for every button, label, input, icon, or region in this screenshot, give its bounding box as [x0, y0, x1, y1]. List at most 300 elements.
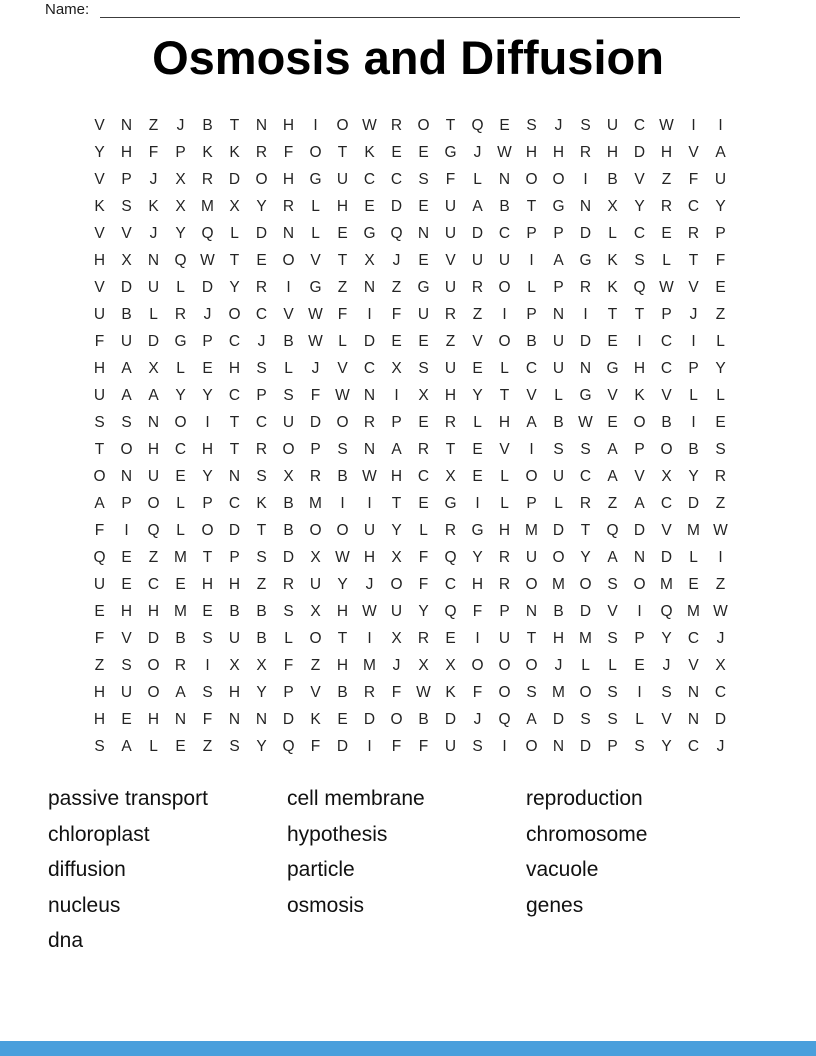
grid-letter: M	[174, 548, 187, 566]
grid-letter: C	[147, 575, 160, 593]
grid-letter: L	[149, 305, 158, 323]
grid-letter: Q	[660, 602, 673, 620]
grid-letter: L	[473, 413, 482, 431]
grid-letter: O	[282, 251, 295, 269]
grid-letter: B	[229, 602, 240, 620]
grid-letter: L	[689, 386, 698, 404]
grid-letter: C	[498, 224, 511, 242]
grid-letter: Y	[580, 548, 591, 566]
grid-letter: F	[715, 251, 726, 269]
grid-letter: Z	[661, 170, 672, 188]
grid-letter: H	[525, 143, 538, 161]
grid-letter: X	[391, 629, 402, 647]
grid-letter: F	[94, 332, 105, 350]
grid-letter: S	[526, 683, 537, 701]
grid-letter: N	[228, 710, 241, 728]
grid-letter: E	[391, 143, 402, 161]
grid-letter: C	[444, 575, 457, 593]
grid-letter: L	[608, 224, 617, 242]
grid-letter: N	[120, 467, 133, 485]
grid-letter: L	[554, 386, 563, 404]
grid-letter: S	[256, 359, 267, 377]
grid-letter: U	[147, 278, 160, 296]
grid-letter: I	[637, 332, 642, 350]
grid-letter: D	[687, 494, 700, 512]
grid-letter: T	[526, 629, 537, 647]
grid-letter: K	[310, 710, 321, 728]
grid-letter: V	[661, 386, 672, 404]
grid-letter: B	[283, 521, 294, 539]
grid-letter: W	[362, 116, 377, 134]
grid-letter: S	[553, 440, 564, 458]
grid-letter: O	[525, 170, 538, 188]
grid-letter: L	[311, 224, 320, 242]
grid-letter: H	[282, 170, 295, 188]
word-list-item: particle	[287, 858, 355, 882]
grid-letter: J	[689, 305, 698, 323]
word-list-column	[526, 781, 647, 923]
grid-letter: X	[715, 656, 726, 674]
grid-letter: V	[607, 602, 618, 620]
grid-letter: U	[498, 629, 511, 647]
grid-letter: U	[552, 467, 565, 485]
grid-letter: T	[526, 197, 537, 215]
grid-letter: D	[120, 278, 133, 296]
grid-letter: D	[363, 710, 376, 728]
grid-letter: S	[580, 116, 591, 134]
grid-letter: X	[229, 656, 240, 674]
grid-letter: V	[94, 170, 105, 188]
grid-letter: U	[93, 575, 106, 593]
grid-letter: O	[552, 170, 565, 188]
grid-letter: I	[475, 494, 480, 512]
grid-letter: F	[310, 386, 321, 404]
grid-letter: V	[310, 251, 321, 269]
grid-letter: R	[579, 494, 592, 512]
grid-letter: R	[660, 197, 673, 215]
grid-letter: E	[175, 575, 186, 593]
grid-letter: P	[202, 332, 213, 350]
grid-letter: N	[687, 683, 700, 701]
grid-letter: K	[445, 683, 456, 701]
grid-letter: E	[499, 116, 510, 134]
grid-letter: M	[552, 575, 565, 593]
grid-letter: P	[310, 440, 321, 458]
grid-letter: I	[529, 440, 534, 458]
grid-letter: O	[417, 116, 430, 134]
grid-letter: C	[525, 359, 538, 377]
grid-letter: E	[472, 467, 483, 485]
word-list-item: cell membrane	[287, 787, 425, 810]
grid-letter: W	[335, 548, 350, 566]
word-list-item: vacuole	[526, 858, 599, 882]
grid-letter: C	[660, 332, 673, 350]
grid-letter: I	[367, 305, 372, 323]
grid-letter: M	[309, 494, 322, 512]
grid-letter: I	[502, 305, 507, 323]
grid-letter: C	[228, 494, 241, 512]
grid-letter: P	[229, 548, 240, 566]
grid-letter: V	[283, 305, 294, 323]
grid-letter: S	[337, 440, 348, 458]
grid-letter: M	[363, 656, 376, 674]
grid-letter: I	[394, 386, 399, 404]
grid-letter: X	[391, 359, 402, 377]
grid-letter: S	[607, 629, 618, 647]
grid-letter: W	[659, 278, 674, 296]
grid-letter: H	[336, 602, 349, 620]
grid-letter: P	[688, 359, 699, 377]
grid-letter: E	[256, 251, 267, 269]
grid-letter: H	[336, 656, 349, 674]
grid-letter: G	[417, 278, 430, 296]
grid-letter: B	[688, 440, 699, 458]
grid-letter: O	[525, 737, 538, 755]
grid-letter: D	[471, 224, 484, 242]
grid-letter: H	[120, 602, 133, 620]
grid-letter: O	[498, 656, 511, 674]
grid-letter: J	[662, 656, 671, 674]
grid-letter: C	[633, 116, 646, 134]
grid-letter: R	[687, 224, 700, 242]
grid-letter: F	[391, 305, 402, 323]
grid-letter: V	[94, 278, 105, 296]
grid-letter: G	[606, 359, 619, 377]
grid-letter: K	[364, 143, 375, 161]
grid-letter: S	[607, 575, 618, 593]
grid-letter: Q	[444, 548, 457, 566]
grid-letter: I	[205, 413, 210, 431]
grid-letter: W	[362, 602, 377, 620]
grid-letter: D	[228, 170, 241, 188]
grid-letter: J	[473, 143, 482, 161]
grid-letter: Q	[498, 710, 511, 728]
grid-letter: H	[147, 710, 160, 728]
grid-letter: U	[93, 386, 106, 404]
grid-letter: S	[607, 683, 618, 701]
grid-letter: L	[689, 548, 698, 566]
grid-letter: G	[444, 494, 457, 512]
grid-letter: B	[256, 602, 267, 620]
grid-letter: A	[607, 440, 618, 458]
grid-letter: B	[337, 467, 348, 485]
grid-letter: C	[363, 359, 376, 377]
grid-letter: Q	[282, 737, 295, 755]
grid-letter: U	[363, 521, 376, 539]
grid-letter: N	[120, 116, 133, 134]
grid-letter: Y	[202, 386, 213, 404]
grid-letter: P	[526, 494, 537, 512]
grid-letter: C	[687, 629, 700, 647]
grid-letter: O	[309, 143, 322, 161]
word-search-grid	[86, 112, 734, 760]
grid-letter: S	[256, 548, 267, 566]
grid-letter: Y	[688, 467, 699, 485]
grid-letter: T	[688, 251, 699, 269]
grid-letter: O	[93, 467, 106, 485]
grid-letter: Z	[337, 278, 348, 296]
grid-letter: I	[205, 656, 210, 674]
grid-letter: B	[499, 197, 510, 215]
grid-letter: G	[444, 143, 457, 161]
grid-letter: P	[526, 224, 537, 242]
grid-letter: L	[338, 332, 347, 350]
grid-letter: N	[282, 224, 295, 242]
grid-letter: L	[500, 494, 509, 512]
grid-letter: A	[526, 710, 537, 728]
grid-letter: A	[607, 467, 618, 485]
grid-letter: L	[527, 278, 536, 296]
grid-letter: A	[121, 737, 132, 755]
grid-letter: V	[526, 386, 537, 404]
grid-letter: Y	[715, 197, 726, 215]
grid-letter: U	[120, 683, 133, 701]
grid-letter: J	[716, 629, 725, 647]
grid-letter: U	[714, 170, 727, 188]
grid-letter: F	[94, 629, 105, 647]
grid-letter: O	[390, 710, 403, 728]
grid-letter: H	[552, 629, 565, 647]
grid-letter: G	[471, 521, 484, 539]
grid-letter: H	[120, 143, 133, 161]
grid-letter: X	[310, 548, 321, 566]
grid-letter: W	[308, 332, 323, 350]
grid-letter: U	[309, 575, 322, 593]
grid-letter: E	[391, 332, 402, 350]
grid-letter: H	[336, 197, 349, 215]
grid-letter: J	[473, 710, 482, 728]
grid-letter: Y	[337, 575, 348, 593]
grid-letter: U	[444, 278, 457, 296]
grid-letter: K	[94, 197, 105, 215]
grid-letter: B	[283, 332, 294, 350]
grid-letter: P	[553, 278, 564, 296]
grid-letter: L	[176, 494, 185, 512]
grid-letter: N	[255, 710, 268, 728]
grid-letter: V	[310, 683, 321, 701]
grid-letter: L	[716, 386, 725, 404]
grid-letter: R	[444, 413, 457, 431]
grid-letter: Y	[472, 386, 483, 404]
grid-letter: P	[553, 224, 564, 242]
grid-letter: E	[418, 251, 429, 269]
grid-letter: F	[148, 143, 159, 161]
grid-letter: J	[554, 656, 563, 674]
grid-letter: U	[606, 116, 619, 134]
grid-letter: D	[255, 224, 268, 242]
grid-letter: O	[309, 629, 322, 647]
grid-letter: I	[718, 116, 723, 134]
grid-letter: U	[93, 305, 106, 323]
grid-letter: I	[583, 305, 588, 323]
grid-letter: K	[634, 386, 645, 404]
grid-letter: I	[475, 629, 480, 647]
grid-letter: Y	[175, 224, 186, 242]
grid-letter: C	[714, 683, 727, 701]
grid-letter: O	[255, 170, 268, 188]
grid-letter: I	[691, 116, 696, 134]
grid-letter: C	[660, 494, 673, 512]
grid-letter: T	[337, 251, 348, 269]
grid-letter: D	[552, 521, 565, 539]
grid-letter: O	[336, 116, 349, 134]
grid-letter: X	[283, 467, 294, 485]
grid-letter: L	[176, 359, 185, 377]
grid-letter: O	[525, 467, 538, 485]
grid-letter: I	[637, 683, 642, 701]
grid-letter: X	[310, 602, 321, 620]
word-list-column	[287, 781, 425, 923]
grid-letter: Y	[661, 629, 672, 647]
grid-letter: H	[363, 548, 376, 566]
grid-letter: H	[201, 575, 214, 593]
grid-letter: I	[637, 602, 642, 620]
grid-letter: W	[497, 143, 512, 161]
grid-letter: P	[607, 737, 618, 755]
grid-letter: N	[579, 359, 592, 377]
grid-letter: I	[529, 251, 534, 269]
grid-letter: L	[419, 521, 428, 539]
grid-letter: O	[525, 575, 538, 593]
grid-letter: C	[255, 305, 268, 323]
grid-letter: B	[283, 494, 294, 512]
grid-letter: V	[121, 224, 132, 242]
grid-letter: T	[94, 440, 105, 458]
grid-letter: K	[607, 278, 618, 296]
grid-letter: A	[94, 494, 105, 512]
grid-letter: P	[499, 602, 510, 620]
grid-letter: E	[337, 710, 348, 728]
grid-letter: T	[445, 116, 456, 134]
grid-letter: D	[579, 332, 592, 350]
grid-letter: E	[418, 332, 429, 350]
word-list-item: reproduction	[526, 787, 643, 810]
grid-letter: X	[607, 197, 618, 215]
grid-letter: I	[691, 413, 696, 431]
grid-letter: S	[229, 737, 240, 755]
grid-letter: Z	[715, 305, 726, 323]
grid-letter: U	[444, 359, 457, 377]
grid-letter: L	[176, 278, 185, 296]
grid-letter: A	[553, 251, 564, 269]
grid-letter: E	[121, 710, 132, 728]
grid-letter: E	[121, 548, 132, 566]
grid-letter: Z	[256, 575, 267, 593]
grid-letter: P	[121, 170, 132, 188]
grid-letter: F	[472, 602, 483, 620]
grid-letter: H	[282, 116, 295, 134]
grid-letter: V	[634, 170, 645, 188]
grid-letter: T	[337, 629, 348, 647]
grid-letter: N	[417, 224, 430, 242]
grid-letter: C	[660, 359, 673, 377]
grid-letter: W	[200, 251, 215, 269]
grid-letter: O	[633, 413, 646, 431]
grid-letter: S	[607, 710, 618, 728]
grid-letter: Y	[715, 359, 726, 377]
grid-letter: S	[634, 251, 645, 269]
grid-letter: S	[202, 629, 213, 647]
grid-letter: V	[94, 116, 105, 134]
grid-letter: B	[526, 332, 537, 350]
grid-letter: Z	[310, 656, 321, 674]
grid-letter: S	[634, 737, 645, 755]
grid-letter: E	[364, 197, 375, 215]
grid-letter: L	[635, 710, 644, 728]
grid-letter: E	[418, 197, 429, 215]
grid-letter: I	[124, 521, 129, 539]
grid-letter: M	[579, 629, 592, 647]
grid-letter: F	[94, 521, 105, 539]
grid-letter: D	[309, 413, 322, 431]
grid-letter: D	[147, 332, 160, 350]
grid-letter: Y	[229, 278, 240, 296]
grid-letter: E	[418, 494, 429, 512]
grid-letter: H	[93, 683, 106, 701]
grid-letter: Y	[256, 737, 267, 755]
grid-letter: Q	[93, 548, 106, 566]
grid-letter: A	[607, 548, 618, 566]
grid-letter: N	[687, 710, 700, 728]
grid-letter: L	[608, 656, 617, 674]
grid-letter: O	[498, 332, 511, 350]
grid-letter: R	[579, 278, 592, 296]
grid-letter: T	[580, 521, 591, 539]
grid-letter: D	[579, 737, 592, 755]
grid-letter: B	[607, 170, 618, 188]
grid-letter: H	[228, 575, 241, 593]
grid-letter: G	[174, 332, 187, 350]
grid-letter: V	[688, 143, 699, 161]
grid-letter: U	[417, 305, 430, 323]
grid-letter: E	[472, 440, 483, 458]
grid-letter: H	[228, 359, 241, 377]
grid-letter: A	[391, 440, 402, 458]
grid-letter: N	[525, 602, 538, 620]
word-list-item: diffusion	[48, 858, 126, 882]
grid-letter: D	[336, 737, 349, 755]
grid-letter: J	[311, 359, 320, 377]
grid-letter: B	[418, 710, 429, 728]
grid-letter: S	[202, 683, 213, 701]
grid-letter: V	[661, 521, 672, 539]
grid-letter: C	[255, 413, 268, 431]
word-list-item: nucleus	[48, 893, 121, 917]
grid-letter: Z	[148, 548, 159, 566]
grid-letter: W	[713, 521, 728, 539]
grid-letter: V	[688, 656, 699, 674]
grid-letter: E	[661, 224, 672, 242]
grid-letter: O	[660, 440, 673, 458]
grid-letter: J	[149, 170, 158, 188]
grid-letter: A	[715, 143, 726, 161]
grid-letter: L	[716, 332, 725, 350]
grid-letter: H	[606, 143, 619, 161]
grid-letter: R	[714, 467, 727, 485]
grid-letter: Y	[94, 143, 105, 161]
grid-letter: C	[228, 332, 241, 350]
puzzle-title: Osmosis and Diffusion	[152, 31, 664, 84]
grid-letter: V	[607, 386, 618, 404]
grid-letter: P	[256, 386, 267, 404]
grid-letter: N	[579, 197, 592, 215]
grid-letter: A	[472, 197, 483, 215]
grid-letter: H	[498, 521, 511, 539]
grid-letter: P	[634, 629, 645, 647]
grid-letter: F	[418, 575, 429, 593]
grid-letter: Z	[715, 494, 726, 512]
word-list-column	[48, 781, 208, 959]
